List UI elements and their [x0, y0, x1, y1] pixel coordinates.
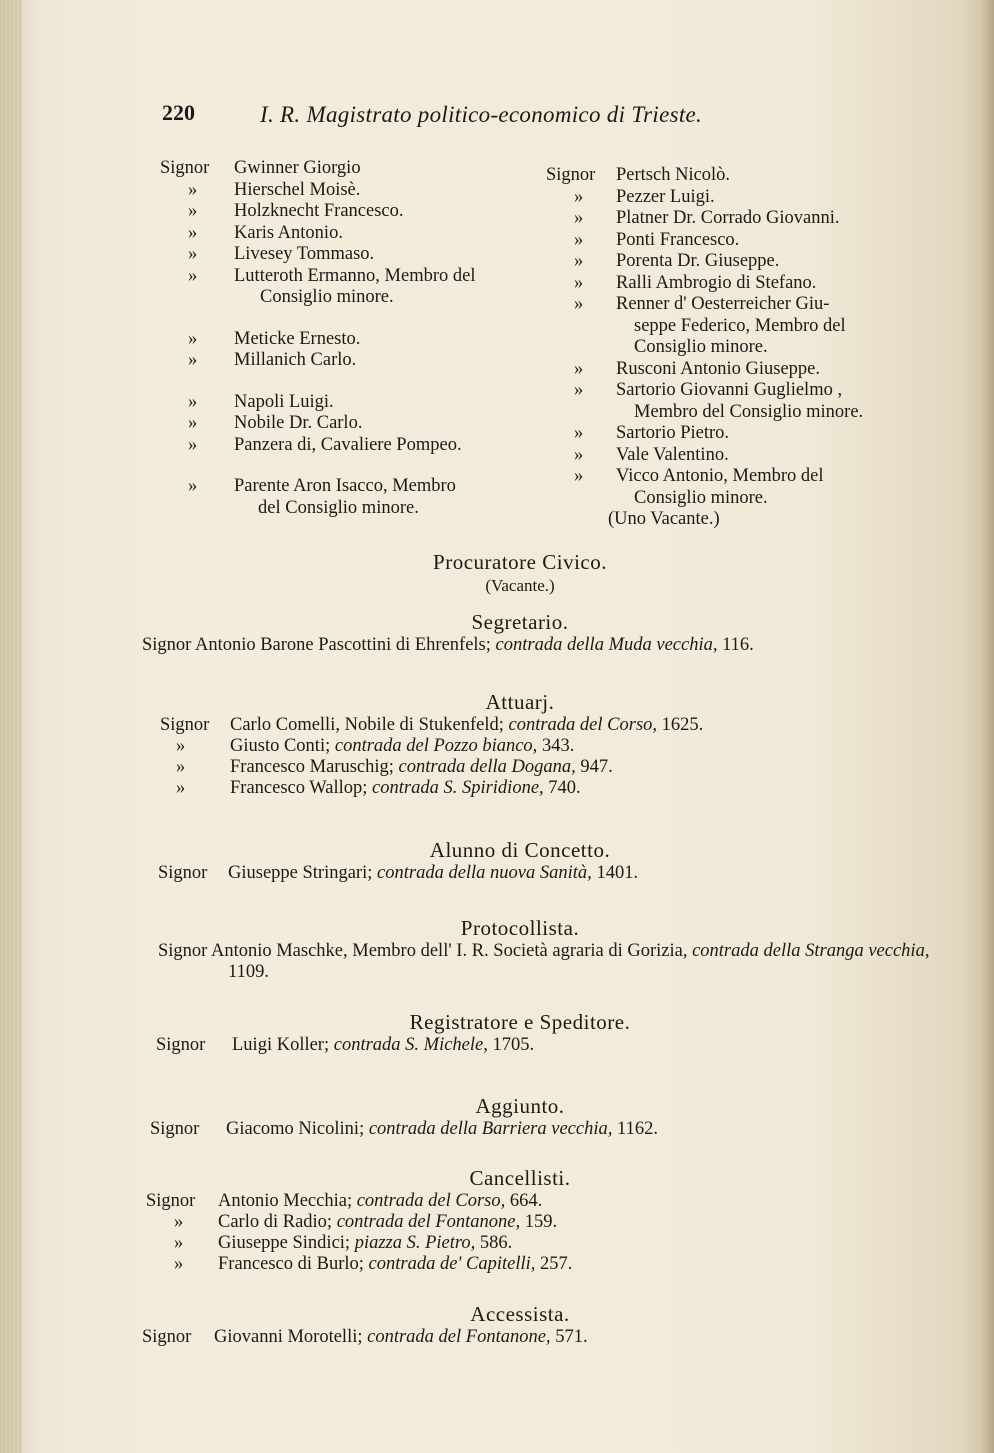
list-item: » Rusconi Antonio Giuseppe.: [574, 358, 821, 379]
section-heading: Aggiunto.: [475, 1094, 565, 1118]
entry: Signor Carlo Comelli, Nobile di Stukenfeld; contrada del Corso, 1625.: [160, 715, 704, 735]
page-edge-left: [0, 0, 22, 1453]
page-number: 220: [162, 100, 195, 125]
entry: Signor Giacomo Nicolini; contrada della Barriera vecchia, 1162.: [150, 1119, 658, 1139]
section-segretario: [140, 612, 900, 656]
section-cancellisti: [140, 1168, 900, 1275]
list-item: » Vicco Antonio, Membro del: [574, 466, 824, 486]
entry: » Giuseppe Sindici; piazza S. Pietro, 586.: [174, 1233, 513, 1253]
list-item: » Hierschel Moisè.: [188, 179, 361, 200]
list-item: » Porenta Dr. Giuseppe.: [574, 251, 780, 271]
page-header: [162, 100, 822, 136]
list-item: » Millanich Carlo.: [188, 350, 357, 370]
council-list-left: [160, 158, 530, 519]
list-item-continuation: Membro del Consiglio minore.: [634, 401, 864, 422]
entry: » Francesco Wallop; contrada S. Spiridione, 740.: [176, 778, 581, 798]
list-item: » Lutteroth Ermanno, Membro del: [188, 265, 476, 286]
list-item: » Napoli Luigi.: [188, 391, 334, 412]
list-item: » Sartorio Giovanni Guglielmo ,: [574, 380, 843, 400]
section-procuratore: [140, 552, 900, 596]
entry: » Giusto Conti; contrada del Pozzo bianco, 343.: [176, 736, 575, 756]
entry: Signor Antonio Maschke, Membro dell' I. R. Società agraria di Gorizia, contrada della Stranga vecchia, 1109.: [158, 941, 930, 982]
section-heading: Procuratore Civico.: [433, 550, 607, 574]
section-heading: Protocollista.: [460, 916, 580, 940]
entry: » Francesco Maruschig; contrada della Dogana, 947.: [176, 757, 613, 777]
entry: » Carlo di Radio; contrada del Fontanone, 159.: [174, 1212, 558, 1232]
list-item: » Holzknecht Francesco.: [188, 201, 404, 221]
council-list-right: [546, 165, 926, 531]
list-item: Signor Gwinner Giorgio: [160, 158, 361, 178]
section-registratore: [140, 1012, 900, 1056]
list-item: » Livesey Tommaso.: [188, 244, 375, 264]
list-item-continuation: Consiglio minore.: [634, 337, 768, 357]
section-heading: Alunno di Concetto.: [429, 838, 611, 862]
entry: Signor Antonio Barone Pascottini di Ehrenfels; contrada della Muda vecchia, 116.: [142, 635, 754, 655]
entry: Signor Antonio Mecchia; contrada del Corso, 664.: [146, 1191, 543, 1211]
section-heading: Registratore e Speditore.: [409, 1010, 631, 1034]
entry: Signor Giovanni Morotelli; contrada del Fontanone, 571.: [142, 1327, 588, 1347]
section-heading: Segretario.: [471, 610, 569, 634]
list-item-continuation: Consiglio minore.: [260, 287, 394, 307]
list-item-continuation: seppe Federico, Membro del: [634, 315, 846, 336]
entry: Signor Giuseppe Stringari; contrada della nuova Sanità, 1401.: [158, 863, 639, 883]
section-alunno: [140, 840, 900, 884]
section-protocollista: [140, 916, 930, 983]
list-item-continuation: del Consiglio minore.: [258, 497, 419, 518]
section-heading: Cancellisti.: [469, 1166, 571, 1190]
section-accessista: [140, 1304, 900, 1348]
list-item: » Sartorio Pietro.: [574, 423, 730, 443]
vacant-note: (Vacante.): [485, 576, 555, 595]
list-item: » Nobile Dr. Carlo.: [188, 413, 363, 433]
list-item: » Panzera di, Cavaliere Pompeo.: [188, 434, 462, 455]
list-item: » Vale Valentino.: [574, 444, 729, 465]
list-item-continuation: Consiglio minore.: [634, 487, 768, 508]
page-edge-right: [980, 0, 994, 1453]
section-attuarj: [140, 692, 900, 799]
list-item: » Karis Antonio.: [188, 222, 343, 243]
list-item: » Meticke Ernesto.: [188, 328, 361, 349]
list-item: » Platner Dr. Corrado Giovanni.: [574, 208, 840, 228]
entry: » Francesco di Burlo; contrada de' Capitelli, 257.: [174, 1254, 573, 1274]
section-aggiunto: [140, 1096, 900, 1140]
list-item: » Parente Aron Isacco, Membro: [188, 476, 456, 496]
entry: Signor Luigi Koller; contrada S. Michele, 1705.: [156, 1035, 535, 1055]
list-item: » Ponti Francesco.: [574, 229, 740, 250]
list-item: » Ralli Ambrogio di Stefano.: [574, 272, 817, 293]
section-heading: Attuarj.: [485, 690, 555, 714]
section-heading: Accessista.: [470, 1302, 570, 1326]
list-item: Signor Pertsch Nicolò.: [546, 165, 731, 185]
list-item: » Renner d' Oesterreicher Giu-: [574, 294, 830, 314]
vacant-note: (Uno Vacante.): [608, 509, 720, 529]
list-item: » Pezzer Luigi.: [574, 186, 715, 207]
running-title: I. R. Magistrato politico-economico di Trieste.: [260, 102, 703, 127]
